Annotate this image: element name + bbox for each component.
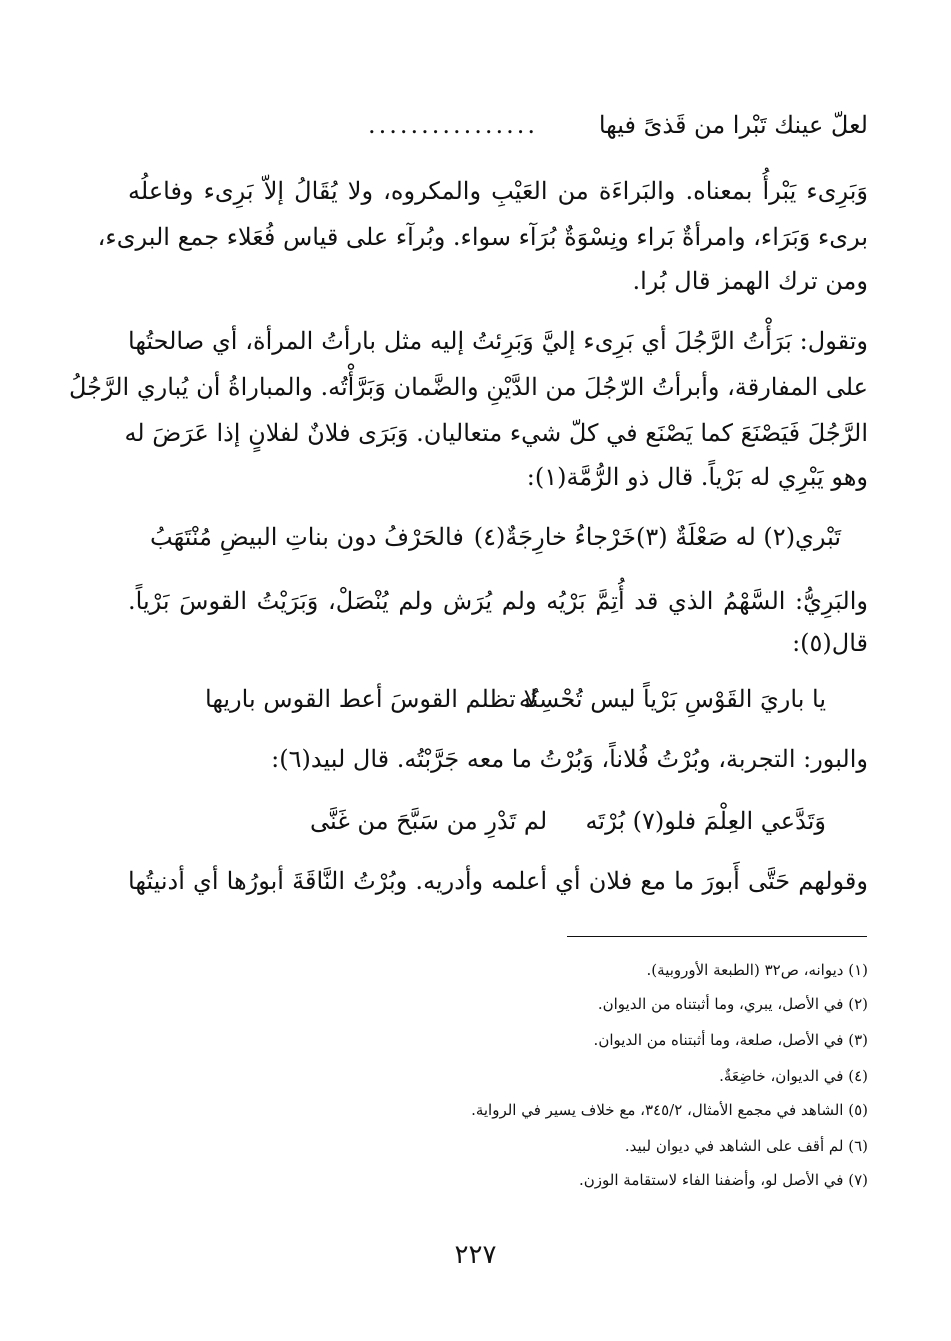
body-line: ومن ترك الهمز قال بُرا. [632,267,868,295]
verse-first-hemistich: يا باريَ القَوْسِ بَرْياً ليس تُحْسِنُه [518,685,826,713]
opening-verse [300,110,868,144]
body-line: قال(٥): [792,629,868,657]
verse-first-hemistich: وَتَدَّعي العِلْمَ فلو(٧) بُرْتَه [585,807,826,835]
opening-verse-hemistich: لعلّ عينك تَبْرا من قَذىً فيها [598,111,868,139]
body-line: وقولهم حَتَّى أَبورَ ما مع فلان أي أعلمه وأدريه. وبُرْتُ النَّاقَةَ أبورُها أي أدنيتُها [128,867,868,895]
footnote: (٧) في الأصل لو، وأضفنا الفاء لاستقامة الوزن. [579,1171,868,1189]
footnote: (٣) في الأصل، صلعة، وما أثبتناه من الديوان. [593,1031,868,1049]
body-line: برىء وَبَرَاء، وامرأةٌ بَراء ونِسْوَةٌ بُرَآء سواء. وبُرآء على قياس فُعَلاء جمع البرىء، [97,223,868,251]
body-line: الرَّجُلَ فَيَصْنَعَ كما يَصْنَع في كلّ شيء متعاليان. وَبَرَى فلانٌ لفلانٍ إذا عَرَضَ له [124,419,868,447]
verse-couplet [310,806,826,840]
body-line: على المفارقة، وأبرأتُ الرّجُلَ من الدَّيْنِ والضَّمان وَبَرَّأْتُه. والمباراةُ أن يُباري الرَّجُلُ [68,373,868,401]
verse-second-hemistich: فالحَرْفُ دون بناتِ البيضِ مُنْتَهَبُ [150,523,464,551]
verse-couplet [205,684,826,718]
body-line: وَبَرِىء يَبْرأُ بمعناه. والبَراءَة من العَيْبِ والمكروه، ولا يُقَالُ إلاّ بَرِىء وفاعلُه [128,177,868,205]
verse-second-hemistich: لم تَدْرِ من سَبَّحَ من غَنَّى [310,807,548,835]
footnote: (٦) لم أقف على الشاهد في ديوان لبيد. [624,1137,868,1155]
body-line: والبور: التجربة، وبُرْتُ فُلاناً، وَبُرْتُ ما معه جَرَّبْتُه. قال لبيد(٦): [271,745,868,773]
footnote: (١) ديوانه، ص٣٢ (الطبعة الأوروبية). [646,961,868,979]
footnote: (٤) في الديوان، خاضِعَةٌ. [719,1067,868,1085]
page-number: ٢٢٧ [454,1240,497,1270]
body-line: وهو يَبْرِي له بَرْياً. قال ذو الرُّمَّة(١): [526,463,868,491]
verse-couplet [150,522,841,556]
footnote: (٢) في الأصل، يبري، وما أثبتناه من الديوان. [597,995,868,1013]
verse-second-hemistich: لا تظلم القوسَ أعط القوس باريها [205,685,538,713]
body-line: وتقول: بَرَأْتُ الرَّجُلَ أي بَرِىء إليَّ وَبَرِئتُ إليه مثل بارأتُ المرأة، أي صالحتُها [128,327,868,355]
footnote: (٥) الشاهد في مجمع الأمثال، ٣٤٥/٢، مع خلاف يسير في الرواية. [471,1101,868,1119]
footnote-separator [567,936,867,937]
verse-ellipsis: ................ [367,111,538,139]
body-line: والبَرِيُّ: السَّهْمُ الذي قد أُتِمَّ بَرْيُه ولم يُرَش ولم يُنْصَلْ، وَبَرَيْتُ القوسَ بَرْياً. [128,587,868,615]
verse-first-hemistich: تَبْري(٢) له صَعْلَةٌ (٣)خَرْجاءُ خارِجَةٌ(٤) [473,523,841,551]
